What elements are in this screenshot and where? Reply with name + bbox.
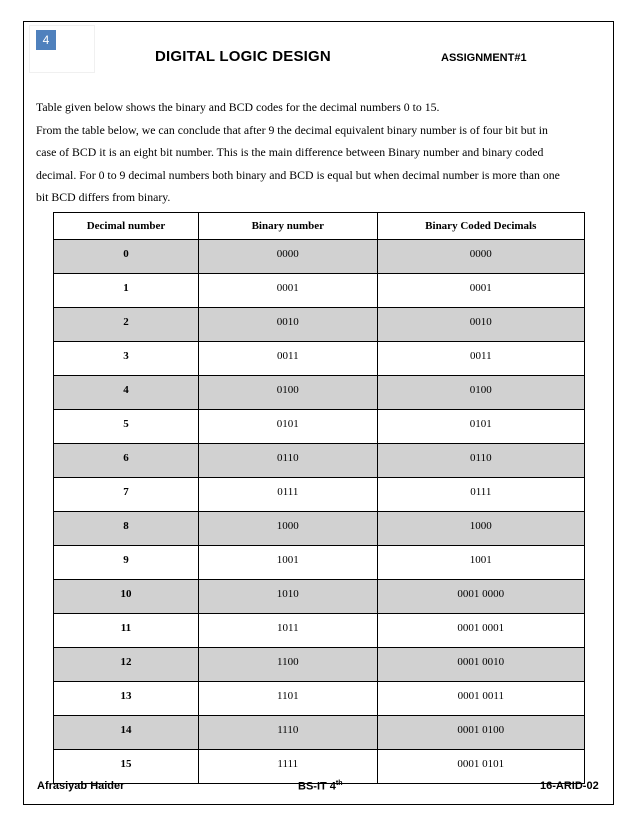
cell-decimal: 14 <box>54 716 199 750</box>
body-line: From the table below, we can conclude that after 9 the decimal equivalent binary number is of four bit but in <box>36 122 548 137</box>
cell-decimal: 13 <box>54 682 199 716</box>
document-title: DIGITAL LOGIC DESIGN <box>155 48 331 65</box>
cell-decimal: 3 <box>54 342 199 376</box>
cell-bcd: 0010 <box>377 308 584 342</box>
cell-decimal: 5 <box>54 410 199 444</box>
header-binary: Binary number <box>198 213 377 240</box>
header-bcd: Binary Coded Decimals <box>377 213 584 240</box>
cell-binary: 0000 <box>198 240 377 274</box>
binary-bcd-table <box>53 212 585 784</box>
table-row <box>54 274 585 308</box>
table-row <box>54 308 585 342</box>
table-row <box>54 580 585 614</box>
cell-binary: 1101 <box>198 682 377 716</box>
cell-decimal: 11 <box>54 614 199 648</box>
cell-decimal: 1 <box>54 274 199 308</box>
cell-decimal: 15 <box>54 750 199 784</box>
table-row <box>54 478 585 512</box>
footer-author: Afrasiyab Haider <box>37 780 125 792</box>
cell-binary: 0001 <box>198 274 377 308</box>
cell-decimal: 6 <box>54 444 199 478</box>
cell-binary: 1010 <box>198 580 377 614</box>
cell-binary: 0010 <box>198 308 377 342</box>
table-row <box>54 376 585 410</box>
cell-binary: 0111 <box>198 478 377 512</box>
body-line: Table given below shows the binary and BCD codes for the decimal numbers 0 to 15. <box>36 100 440 114</box>
cell-bcd: 0101 <box>377 410 584 444</box>
body-paragraph <box>36 96 606 209</box>
cell-binary: 1000 <box>198 512 377 546</box>
cell-bcd: 0001 0010 <box>377 648 584 682</box>
cell-binary: 0101 <box>198 410 377 444</box>
cell-bcd: 0100 <box>377 376 584 410</box>
cell-bcd: 0001 0100 <box>377 716 584 750</box>
cell-decimal: 7 <box>54 478 199 512</box>
cell-bcd: 1000 <box>377 512 584 546</box>
cell-decimal: 0 <box>54 240 199 274</box>
table-row <box>54 648 585 682</box>
table-row <box>54 512 585 546</box>
table-row <box>54 444 585 478</box>
cell-binary: 0011 <box>198 342 377 376</box>
table-row <box>54 240 585 274</box>
table-body <box>54 240 585 784</box>
cell-decimal: 4 <box>54 376 199 410</box>
cell-bcd: 0000 <box>377 240 584 274</box>
cell-decimal: 8 <box>54 512 199 546</box>
table-header-row <box>54 213 585 240</box>
cell-bcd: 0001 0011 <box>377 682 584 716</box>
cell-binary: 1110 <box>198 716 377 750</box>
table-row <box>54 410 585 444</box>
cell-decimal: 12 <box>54 648 199 682</box>
cell-decimal: 9 <box>54 546 199 580</box>
cell-binary: 1100 <box>198 648 377 682</box>
table-row <box>54 750 585 784</box>
cell-bcd: 0011 <box>377 342 584 376</box>
cell-bcd: 0001 0000 <box>377 580 584 614</box>
footer-roll-number: 16-ARID-02 <box>540 780 599 792</box>
page-number: 4 <box>36 30 56 50</box>
table-row <box>54 682 585 716</box>
table-row <box>54 614 585 648</box>
cell-binary: 0100 <box>198 376 377 410</box>
cell-binary: 0110 <box>198 444 377 478</box>
cell-binary: 1001 <box>198 546 377 580</box>
body-line: decimal. For 0 to 9 decimal numbers both binary and BCD is equal but when decimal number is more than one <box>36 167 560 182</box>
cell-bcd: 1001 <box>377 546 584 580</box>
body-line: case of BCD it is an eight bit number. This is the main difference between Binary number and binary coded <box>36 145 544 159</box>
cell-bcd: 0001 <box>377 274 584 308</box>
cell-bcd: 0110 <box>377 444 584 478</box>
assignment-label: ASSIGNMENT#1 <box>441 52 527 64</box>
header-decimal: Decimal number <box>54 213 199 240</box>
cell-binary: 1111 <box>198 750 377 784</box>
cell-bcd: 0111 <box>377 478 584 512</box>
cell-bcd: 0001 0101 <box>377 750 584 784</box>
footer-class <box>298 780 343 793</box>
table-row <box>54 546 585 580</box>
cell-decimal: 10 <box>54 580 199 614</box>
cell-bcd: 0001 0001 <box>377 614 584 648</box>
page-number-box <box>29 25 95 73</box>
cell-decimal: 2 <box>54 308 199 342</box>
body-line: bit BCD differs from binary. <box>36 190 171 204</box>
table-row <box>54 716 585 750</box>
footer-class-text: BS-IT 4 <box>298 780 336 793</box>
table-row <box>54 342 585 376</box>
cell-binary: 1011 <box>198 614 377 648</box>
footer-class-suffix: th <box>335 780 343 787</box>
